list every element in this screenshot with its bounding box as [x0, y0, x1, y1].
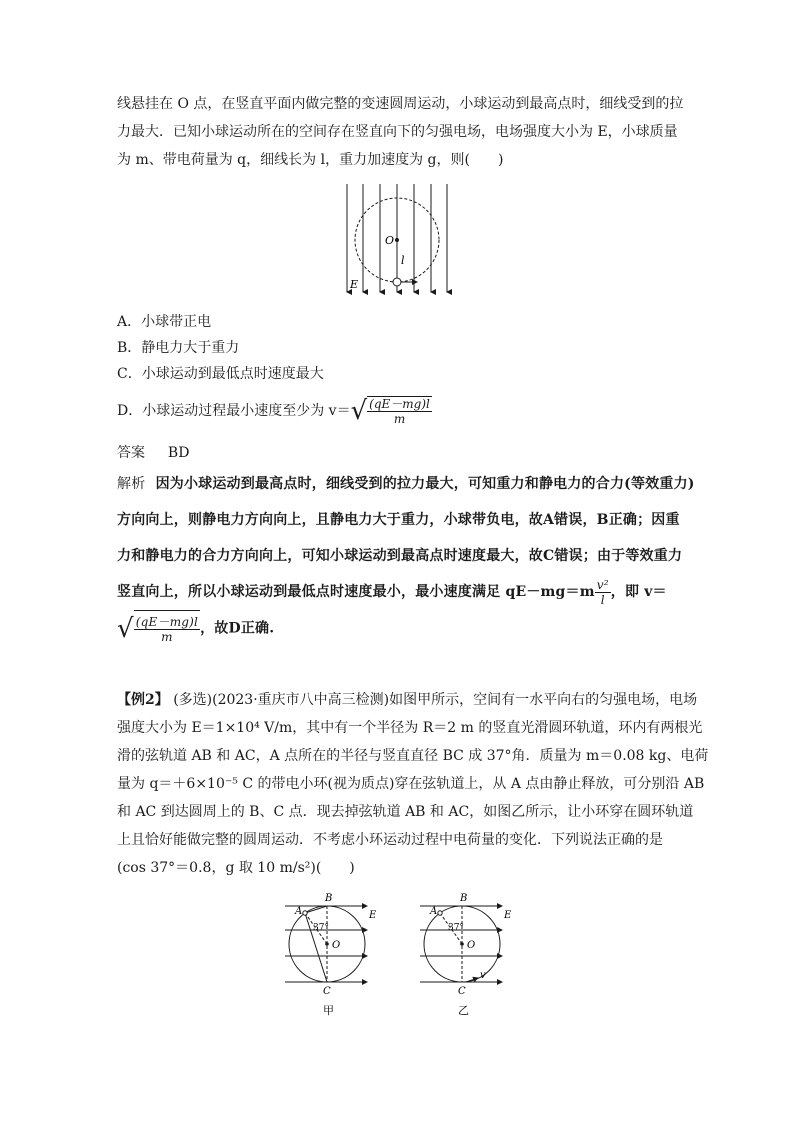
- label-angle: 37°: [313, 923, 329, 933]
- caption-yi: 乙: [458, 1004, 469, 1017]
- label-e: E: [504, 910, 512, 921]
- label-b: B: [325, 893, 333, 904]
- caption-jia: 甲: [323, 1004, 334, 1017]
- option-d-sqrt: √ $\frac{(qE-mg)l}{m}$: [350, 396, 430, 426]
- example-2-tag: 【例2】: [117, 692, 169, 708]
- analysis-line-3: 力和静电力的合力方向向上，可知小球运动到最高点时速度最大，故C错误；由于等效重力: [117, 548, 683, 564]
- option-d-num: (qE－mg)l: [369, 397, 430, 411]
- option-d-prefix: D．小球运动过程最小速度至少为 v＝: [117, 403, 351, 419]
- point-a: [438, 911, 442, 915]
- label-b: B: [460, 893, 468, 904]
- label-l: l: [401, 254, 405, 267]
- example-2-line-2: 强度大小为 E＝1×10⁴ V/m，其中有一个半径为 R＝2 m 的竖直光滑圆环轨道，环内有两根光: [117, 720, 703, 736]
- option-d-den: m: [393, 412, 406, 426]
- example-2-line-4: 量为 q＝＋6×10⁻⁵ C 的带电小环(视为质点)穿在弦轨道上，从 A 点由静止释放，可分别沿 AB: [117, 776, 705, 792]
- example-2: [117, 686, 709, 882]
- label-o: O: [467, 940, 476, 951]
- velocity-arrow: [466, 978, 478, 982]
- question-intro: [117, 90, 682, 174]
- analysis-label: 解析: [117, 476, 146, 492]
- option-d: [117, 396, 432, 426]
- ball: [393, 278, 401, 286]
- analysis-line-4: 竖直向上，所以小球运动到最低点时速度最小，最小速度满足 qE－mg＝m $\frac{\text{v²}}{l}$ ，即 v＝: [117, 577, 667, 607]
- label-a: A: [430, 906, 438, 917]
- point-a: [303, 911, 307, 915]
- example-2-line-7: (cos 37°＝0.8，g 取 10 m/s²)( ): [117, 860, 355, 876]
- example-2-line-3: 滑的弦轨道 AB 和 AC，A 点所在的半径与竖直直径 BC 成 37°角．质量为 m＝0.08 kg、电荷: [117, 748, 709, 764]
- figure-yi: [418, 890, 518, 1020]
- figure-circular-motion-field: [337, 180, 457, 300]
- intro-line-3: 为 m、带电荷量为 q，细线长为 l，重力加速度为 g，则( ): [117, 152, 504, 168]
- option-c: C．小球运动到最低点时速度最大: [117, 366, 324, 382]
- example-2-line-5: 和 AC 到达圆周上的 B、C 点．现去掉弦轨道 AB 和 AC，如图乙所示，让小环穿在圆环轨道: [117, 804, 694, 820]
- example-2-line-6: 上且恰好能做完整的圆周运动．不考虑小环运动过程中电荷量的变化．下列说法正确的是: [117, 832, 663, 848]
- chord-ab: [305, 906, 327, 913]
- label-v: v: [480, 970, 486, 981]
- option-a: A．小球带正电: [117, 314, 212, 330]
- label-e: E: [369, 910, 377, 921]
- analysis-line-2: 方向向上，则静电力方向向上，且静电力大于重力，小球带负电，故A错误，B正确；因重: [117, 512, 680, 528]
- answer-line: [117, 442, 189, 462]
- figure-jia: [283, 890, 383, 1020]
- analysis-line-5: √ $\frac{(qE-mg)l}{m}$ ，故D正确.: [117, 610, 682, 647]
- label-c: C: [323, 986, 331, 997]
- intro-line-2: 力最大．已知小球运动所在的空间存在竖直向下的匀强电场，电场强度大小为 E，小球质量: [117, 124, 678, 140]
- analysis-block: [117, 466, 695, 647]
- label-angle: 37°: [448, 923, 464, 933]
- label-e: E: [350, 278, 359, 291]
- center-o: [325, 942, 329, 946]
- answer-value: BD: [167, 445, 190, 461]
- example-2-line-1: 【例2】 (多选)(2023·重庆市八中高三检测)如图甲所示，空间有一水平向右的匀强电场，电场: [117, 692, 698, 708]
- analysis-line-1: 解析 因为小球运动到最高点时，细线受到的拉力最大，可知重力和静电力的合力(等效重力): [117, 476, 695, 492]
- intro-line-1: 线悬挂在 O 点，在竖直平面内做完整的变速圆周运动，小球运动到最高点时，细线受到的拉: [117, 96, 684, 112]
- label-o: O: [332, 940, 341, 951]
- answer-label: 答案: [117, 445, 145, 461]
- label-c: C: [458, 986, 466, 997]
- center-o: [460, 942, 464, 946]
- label-o: O: [385, 234, 395, 247]
- option-b: B．静电力大于重力: [117, 340, 240, 356]
- label-a: A: [295, 906, 303, 917]
